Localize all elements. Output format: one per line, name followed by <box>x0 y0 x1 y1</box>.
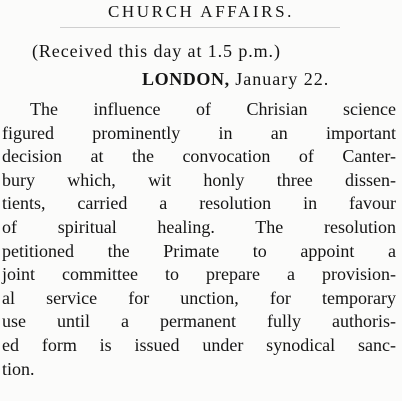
body-line: ed form is issued under synodical sanc- <box>2 334 396 355</box>
body-line: of spiritual healing. The resolution <box>2 216 396 237</box>
dateline <box>142 68 329 90</box>
dateline-date: January 22. <box>235 69 330 89</box>
body-line: bury which, wit honly three dissen- <box>2 169 396 190</box>
body-line: The influence of Chrisian science <box>30 99 396 119</box>
headline: CHURCH AFFAIRS. <box>107 2 295 21</box>
body-line: decision at the convocation of Canter- <box>2 146 396 167</box>
body-line: al service for unction, for temporary <box>2 287 396 308</box>
body-line: petitioned the Primate to appoint a <box>2 240 396 261</box>
body-line: joint committee to prepare a provision- <box>2 264 396 285</box>
received-note: (Received this day at 1.5 p.m.) <box>32 41 281 61</box>
headline-divider <box>60 27 340 28</box>
body-line: tients, carried a resolution in favour <box>2 193 396 214</box>
body-line: figured prominently in an important <box>2 122 396 143</box>
body-line: tion. <box>2 358 35 379</box>
dateline-city: LONDON, <box>142 69 230 89</box>
article-body <box>2 98 396 381</box>
body-line: use until a permanent fully authoris- <box>2 311 396 332</box>
